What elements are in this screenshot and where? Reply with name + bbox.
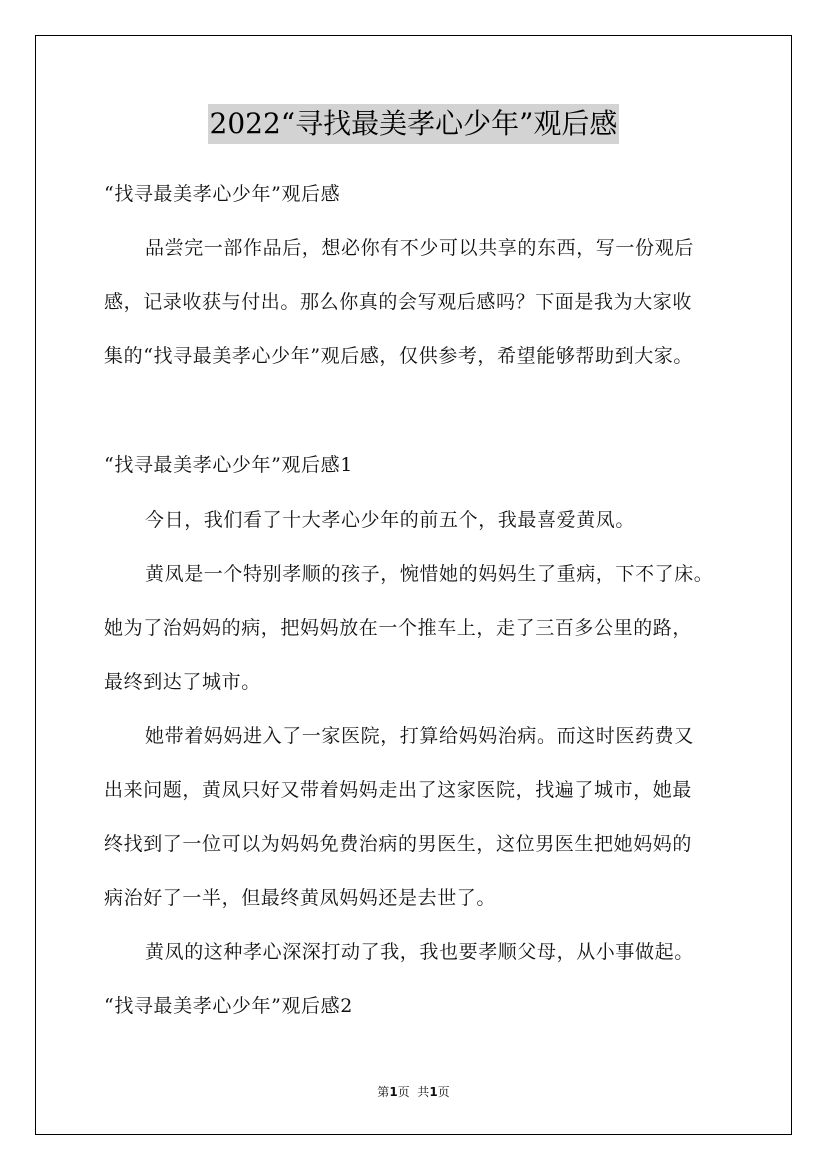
footer-total-pages: 1 bbox=[429, 1085, 438, 1099]
section2-heading: “找寻最美孝心少年”观后感2 bbox=[104, 995, 353, 1017]
footer-page-number: 1 bbox=[389, 1085, 398, 1099]
section1-line-9: 黄凤的这种孝心深深打动了我，我也要孝顺父母，从小事做起。 bbox=[145, 941, 694, 963]
section1-line-7: 终找到了一位可以为妈妈免费治病的男医生，这位男医生把她妈妈的 bbox=[104, 833, 693, 855]
section1-line-5: 她带着妈妈进入了一家医院，打算给妈妈治病。而这时医药费又 bbox=[145, 725, 694, 747]
section1-heading: “找寻最美孝心少年”观后感1 bbox=[104, 454, 353, 476]
subtitle: “找寻最美孝心少年”观后感 bbox=[104, 183, 341, 205]
section1-line-4: 最终到达了城市。 bbox=[104, 671, 261, 693]
footer-page-suffix: 页 共 bbox=[397, 1085, 430, 1099]
intro-line-2: 感，记录收获与付出。那么你真的会写观后感吗？下面是我为大家收 bbox=[104, 291, 693, 313]
page-footer bbox=[0, 1084, 827, 1100]
section1-line-8: 病治好了一半，但最终黄凤妈妈还是去世了。 bbox=[104, 887, 497, 909]
section1-line-1: 今日，我们看了十大孝心少年的前五个，我最喜爱黄凤。 bbox=[145, 509, 636, 531]
section1-line-2: 黄凤是一个特别孝顺的孩子，惋惜她的妈妈生了重病，下不了床。 bbox=[145, 563, 714, 585]
intro-line-1: 品尝完一部作品后，想必你有不少可以共享的东西，写一份观后 bbox=[145, 237, 694, 259]
section1-line-6: 出来问题，黄凤只好又带着妈妈走出了这家医院，找遍了城市，她最 bbox=[104, 779, 693, 801]
intro-line-3: 集的“找寻最美孝心少年”观后感，仅供参考，希望能够帮助到大家。 bbox=[104, 345, 694, 367]
footer-prefix: 第 bbox=[377, 1085, 390, 1099]
title-container bbox=[0, 104, 827, 144]
footer-total-suffix: 页 bbox=[437, 1085, 450, 1099]
section1-line-3: 她为了治妈妈的病，把妈妈放在一个推车上，走了三百多公里的路， bbox=[104, 617, 693, 639]
document-title: 2022“寻找最美孝心少年”观后感 bbox=[208, 104, 620, 144]
